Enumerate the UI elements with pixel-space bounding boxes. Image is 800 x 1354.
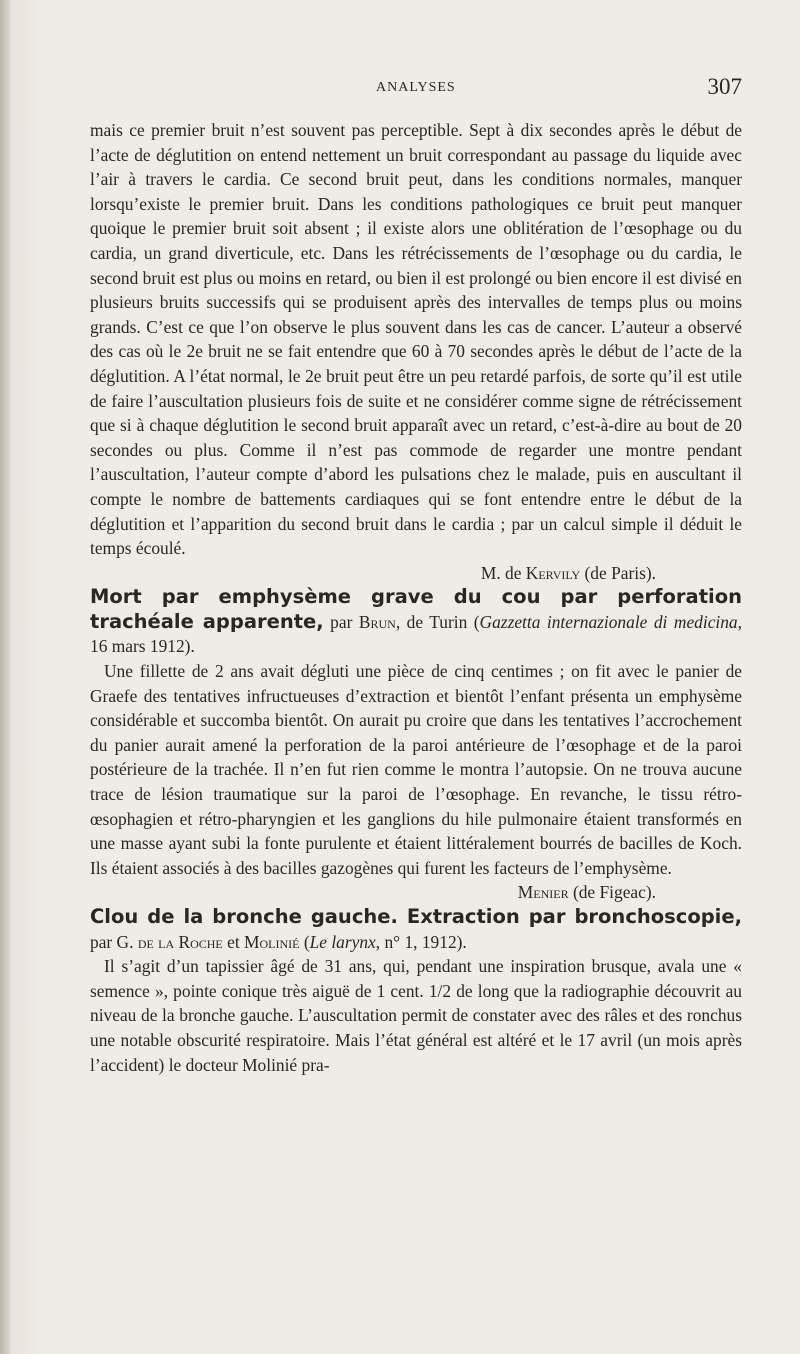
paragraph-continued: mais ce premier bruit n’est souvent pas perceptible. Sept à dix secondes après le début de l’acte de déglutition on entend nettement un bruit correspondant au passage du liquide avec l’air à travers le cardia. Ce second bruit peut, dans les conditions normales, manquer lorsqu’existe le premier bruit. Dans les conditions pathologiques ce bruit peut manquer quoique le premier bruit soit absent ; il existe alors une oblitération de l’œsophage ou du cardia, un grand diverticule, etc. Dans les rétrécissements de l’œsophage ou du cardia, le second bruit est plus ou moins en retard, ou bien il est prolongé ou bien encore il est divisé en plusieurs bruits successifs qui se produisent après des intervalles de temps plus ou moins grands. C’est ce que l’on observe le plus souvent dans les cas de cancer. L’auteur a observé des cas où le 2e bruit ne se fait entendre que 60 à 70 secondes après le début de l’acte de la déglutition. A l’état normal, le 2e bruit peut être un peu retardé parfois, de sorte qu’il est utile de faire l’auscultation plusieurs fois de suite et ne considérer comme signe de rétrécissement que si à chaque déglutition le second bruit apparaît avec un retard, c’est-à-dire au bout de 20 secondes ou plus. Comme il n’est pas commode de regarder une montre pendant l’auscultation, l’auteur compte d’abord les pulsations chez le malade, puis en auscultant il compte le nombre de battements cardiaques qui se font entendre entre le début de la déglutition et l’apparition du second bruit dans le cardia ; par un calcul simple il déduit le temps écoulé. bbox=[90, 120, 743, 559]
running-title: ANALYSES bbox=[376, 80, 456, 95]
article-author: Brun bbox=[358, 611, 396, 632]
article-title: Mort par emphysème grave du cou par perforation trachéale apparente, bbox=[90, 585, 742, 633]
article-heading-emphyseme bbox=[90, 585, 742, 659]
article-body-clou: Il s’agit d’un tapissier âgé de 31 ans, qui, pendant une inspiration brusque, avala une « semence », pointe conique très aiguë de 1 cent. 1/2 de long que la radiographie découvrit au niveau de la bronche gauche. L’auscultation permit de constater avec des râles et des ronchus une notable obscurité respiratoire. Mais l’état général est altéré et le 17 avril (un mois après l’accident) le docteur Molinié pra- bbox=[90, 956, 742, 1075]
signature-name: Kervily bbox=[525, 562, 581, 583]
signature-name: Menier bbox=[517, 882, 569, 903]
article-title: Clou de la bronche gauche. Extraction par bronchoscopie, bbox=[90, 905, 742, 928]
article-heading-clou bbox=[90, 905, 742, 954]
page-header bbox=[90, 74, 742, 104]
signature-place: (de Paris). bbox=[580, 562, 656, 583]
and-text: et bbox=[222, 931, 245, 952]
signature-menier bbox=[90, 880, 742, 905]
signature-place: (de Figeac). bbox=[568, 882, 656, 903]
page-number: 307 bbox=[707, 74, 742, 99]
article-author-1: de la Roche bbox=[137, 931, 223, 952]
article-date: , 16 mars 1912). bbox=[90, 611, 742, 657]
journal-name: Gazzetta internazionale di medicina bbox=[479, 611, 738, 632]
by-text: par G. bbox=[90, 931, 138, 952]
article-author-2: Molinié bbox=[244, 931, 300, 952]
by-text: par bbox=[323, 611, 359, 632]
open-paren: ( bbox=[299, 931, 310, 952]
journal-issue: , n° 1, 1912). bbox=[375, 931, 467, 952]
journal-name: Le larynx bbox=[309, 931, 376, 952]
signature-prefix: M. de bbox=[480, 562, 526, 583]
page-content bbox=[90, 118, 742, 1077]
signature-kervily bbox=[90, 561, 742, 586]
article-body-emphyseme: Une fillette de 2 ans avait dégluti une pièce de cinq centimes ; on fit avec le panier de Graefe des tentatives infructueuses d’extraction et bientôt l’enfant présenta un emphysème considérable et succomba bientôt. On aurait pu croire que dans les tentatives l’accrochement du panier aurait amené la perforation de la paroi antérieure de l’œsophage et de la paroi postérieure de la trachée. Il n’en fut rien comme le montra l’autopsie. On ne trouva aucune trace de lésion traumatique sur la paroi de l’œsophage. En revanche, le tissu rétro-œsophagien et rétro-pharyngien et les ganglions du hile pulmonaire étaient transformés en une masse ayant subi la fonte purulente et étaient littéralement bourrés de bacilles de Koch. Ils étaient associés à des bacilles gazogènes qui furent les facteurs de l’emphysème. bbox=[90, 661, 742, 878]
page-binding-edge bbox=[0, 0, 10, 1354]
article-place: , de Turin ( bbox=[395, 611, 480, 632]
